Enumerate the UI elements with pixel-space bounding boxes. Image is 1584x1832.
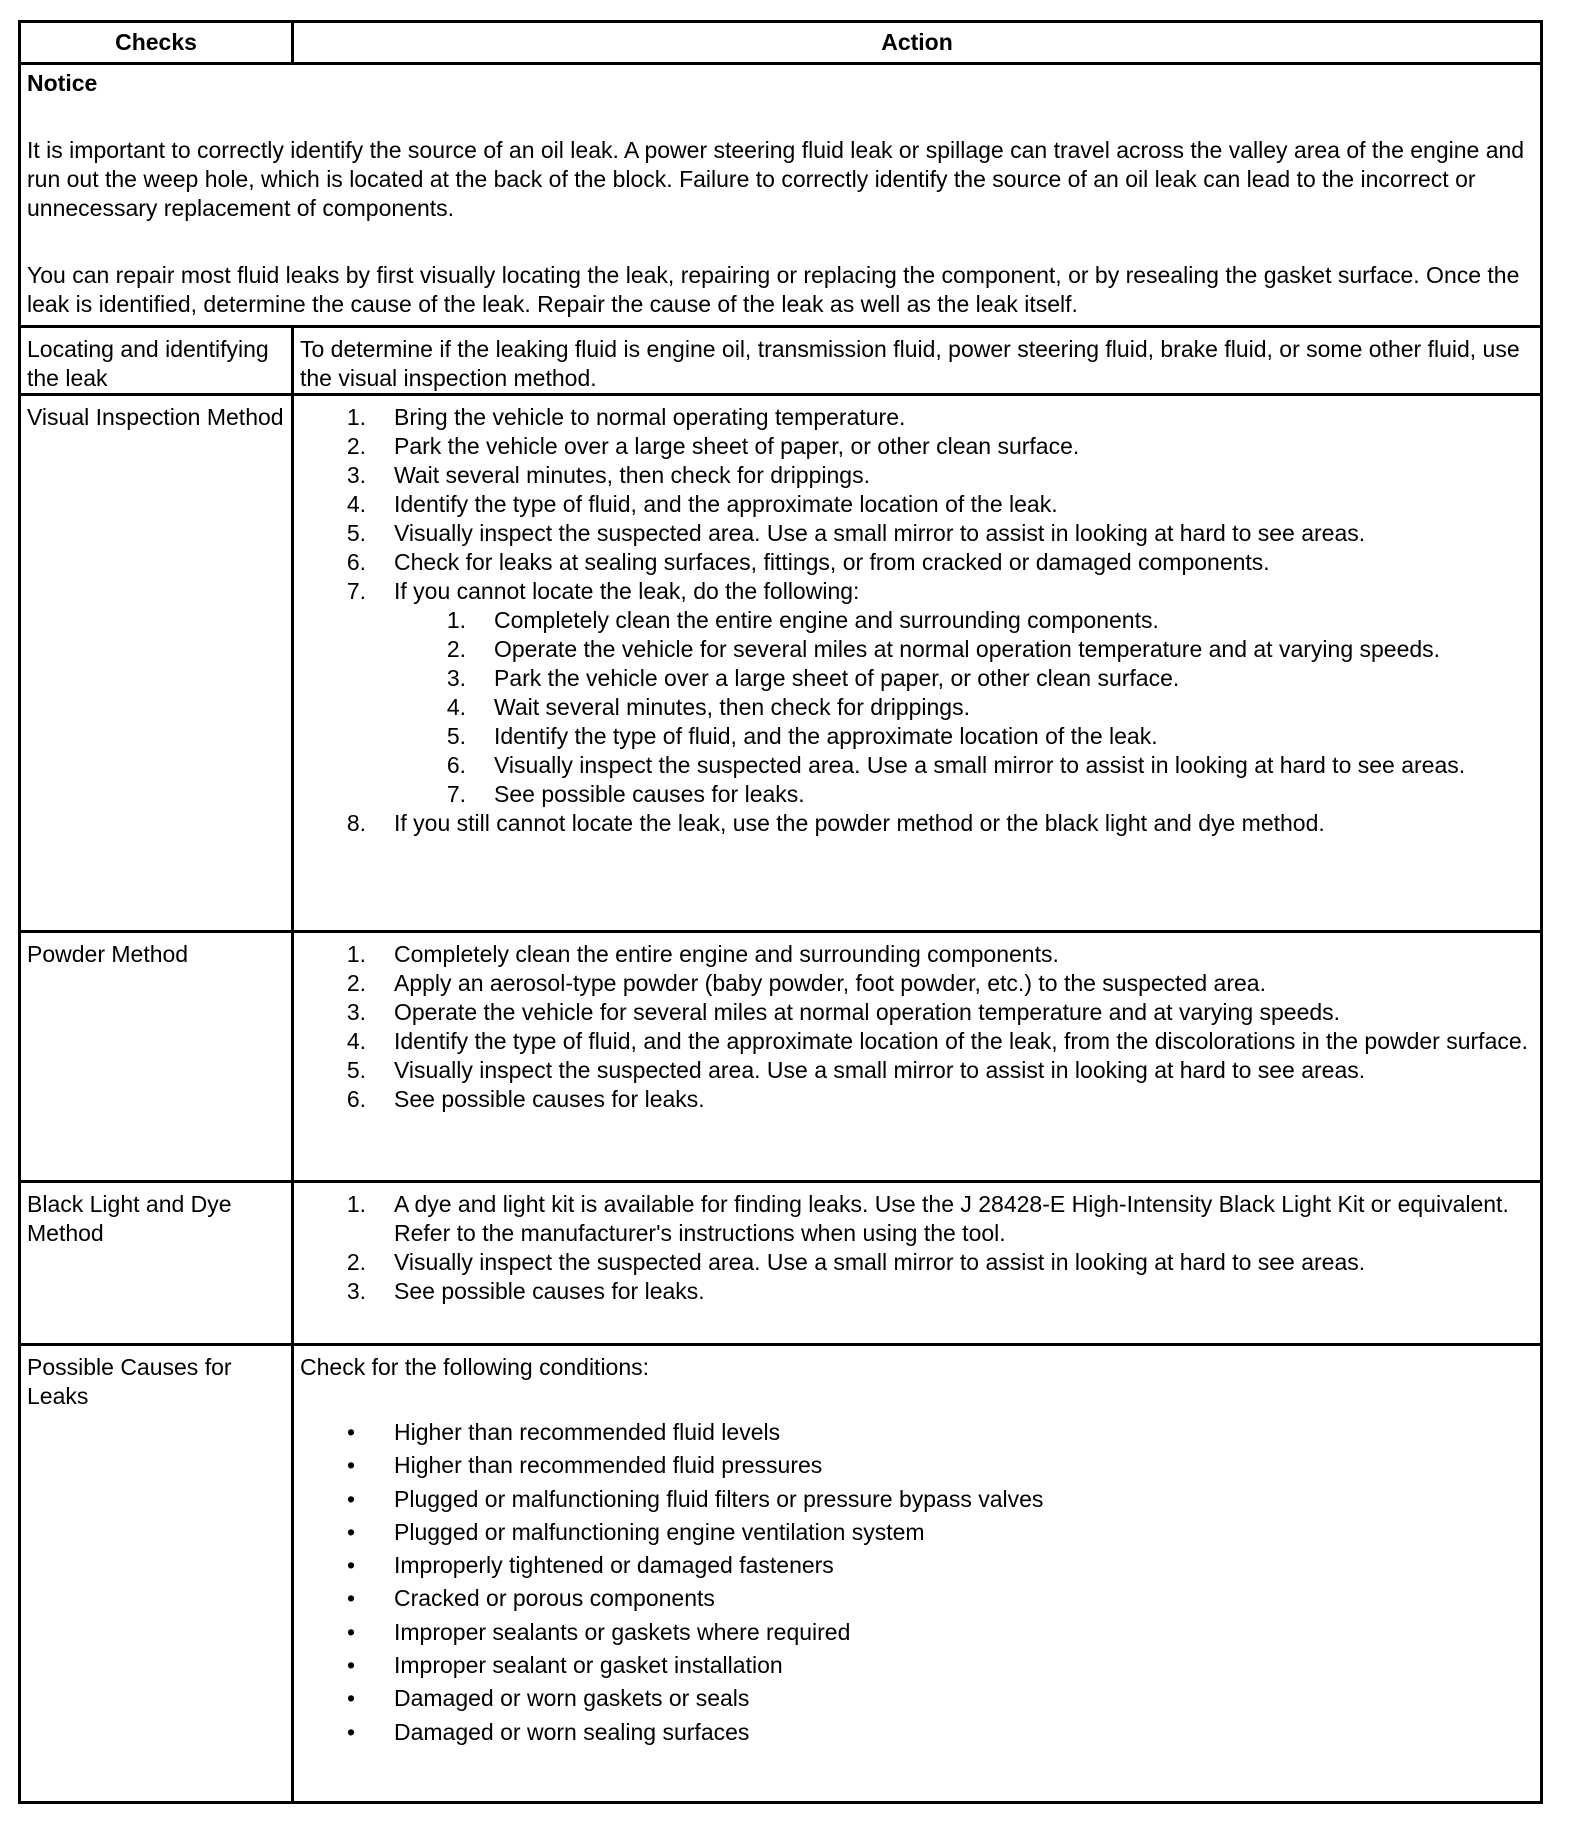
step-number: 5. <box>346 520 366 546</box>
cause-text: Damaged or worn sealing surfaces <box>394 1718 750 1745</box>
substep-number: 2. <box>446 636 466 662</box>
step-text: Check for leaks at sealing surfaces, fittings, or from cracked or damaged components. <box>394 549 1270 575</box>
list-item <box>300 432 1534 461</box>
cause-text: Improper sealants or gaskets where required <box>394 1618 851 1645</box>
list-item <box>300 1451 1534 1484</box>
step-number: 1. <box>346 1191 366 1217</box>
list-item <box>300 1056 1534 1085</box>
notice-paragraph: You can repair most fluid leaks by first visually locating the leak, repairing or replacing the component, or by resealing the gasket surface. Once the leak is identified, determine the cause of the leak. Repair the cause of the leak as well as the leak itself. <box>27 262 1520 317</box>
notice-paragraph: It is important to correctly identify the source of an oil leak. A power steering fluid leak or spillage can travel across the valley area of the engine and run out the weep hole, which is located at the back of the block. Failure to correctly identify the source of an oil leak can lead to the incorrect or unnecessary replacement of components. <box>27 137 1525 221</box>
action-locating: To determine if the leaking fluid is engine oil, transmission fluid, power steering fluid, brake fluid, or some other fluid, use the visual inspection method. <box>293 327 1542 395</box>
step-text: Bring the vehicle to normal operating temperature. <box>394 404 906 430</box>
step-text: Completely clean the entire engine and surrounding components. <box>394 941 1059 967</box>
cause-text: Higher than recommended fluid pressures <box>394 1452 823 1479</box>
step-text: Park the vehicle over a large sheet of paper, or other clean surface. <box>394 433 1080 459</box>
header-action: Action <box>293 22 1542 64</box>
list-item <box>300 693 1534 722</box>
list-item <box>300 1518 1534 1551</box>
step-text: Apply an aerosol-type powder (baby powder, foot powder, etc.) to the suspected area. <box>394 970 1266 996</box>
substep-number: 3. <box>446 665 466 691</box>
check-powder-method: Powder Method <box>20 932 293 1182</box>
step-number: 3. <box>346 462 366 488</box>
step-text: Identify the type of fluid, and the approximate location of the leak, from the discolorations in the powder surface. <box>394 1028 1529 1054</box>
step-number: 2. <box>346 1249 366 1275</box>
cause-text: Improper sealant or gasket installation <box>394 1652 783 1679</box>
cause-text: Higher than recommended fluid levels <box>394 1419 781 1445</box>
step-text: See possible causes for leaks. <box>394 1278 705 1304</box>
check-black-light-method: Black Light and Dye Method <box>20 1182 293 1345</box>
step-number: 2. <box>346 433 366 459</box>
step-number: 7. <box>346 578 366 604</box>
action-black-light-method <box>293 1182 1542 1345</box>
list-item <box>300 635 1534 664</box>
cause-text: Damaged or worn gaskets or seals <box>394 1685 750 1712</box>
step-text: If you cannot locate the leak, do the following: <box>394 578 860 604</box>
list-item <box>300 664 1534 693</box>
substep-number: 4. <box>446 694 466 720</box>
notice-title: Notice <box>27 70 98 96</box>
list-item <box>300 577 1534 606</box>
notice-cell <box>20 64 1542 327</box>
bullet-icon: • <box>347 1618 356 1645</box>
substep-text: Visually inspect the suspected area. Use a small mirror to assist in looking at hard to see areas. <box>494 752 1466 778</box>
step-text: See possible causes for leaks. <box>394 1086 705 1112</box>
list-item <box>300 722 1534 751</box>
check-possible-causes: Possible Causes for Leaks <box>20 1345 293 1803</box>
row-locating <box>20 327 1542 395</box>
step-number: 3. <box>346 999 366 1025</box>
bullet-icon: • <box>347 1652 356 1679</box>
list-item <box>300 1618 1534 1651</box>
list-item <box>300 1418 1534 1451</box>
visual-final-step <box>300 809 1534 838</box>
list-item <box>300 751 1534 780</box>
step-text: Visually inspect the suspected area. Use a small mirror to assist in looking at hard to see areas. <box>394 1249 1366 1275</box>
row-black-light-method <box>20 1182 1542 1345</box>
step-number: 2. <box>346 970 366 996</box>
bullet-icon: • <box>347 1552 356 1579</box>
leak-diagnosis-table <box>18 20 1543 1804</box>
list-item <box>300 461 1534 490</box>
list-item <box>300 1551 1534 1584</box>
notice-row <box>20 64 1542 327</box>
list-item <box>300 940 1534 969</box>
powder-steps-list <box>300 940 1534 1114</box>
list-item <box>300 780 1534 809</box>
visual-substeps-list <box>300 606 1534 809</box>
list-item <box>300 1584 1534 1617</box>
bullet-icon: • <box>347 1419 356 1445</box>
step-number: 1. <box>346 941 366 967</box>
bullet-icon: • <box>347 1452 356 1479</box>
substep-text: Completely clean the entire engine and surrounding components. <box>494 607 1159 633</box>
step-number: 6. <box>346 1086 366 1112</box>
list-item <box>300 1248 1534 1277</box>
list-item <box>300 490 1534 519</box>
step-number: 4. <box>346 1028 366 1054</box>
substep-text: Operate the vehicle for several miles at normal operation temperature and at varying speeds. <box>494 636 1441 662</box>
cause-text: Plugged or malfunctioning fluid filters or pressure bypass valves <box>394 1485 1044 1512</box>
check-visual-inspection: Visual Inspection Method <box>20 395 293 932</box>
causes-intro: Check for the following conditions: <box>300 1354 650 1380</box>
black-light-steps-list <box>300 1190 1534 1306</box>
cause-text: Plugged or malfunctioning engine ventilation system <box>394 1518 925 1545</box>
step-number: 8. <box>346 810 366 836</box>
bullet-icon: • <box>347 1518 356 1545</box>
step-number: 6. <box>346 549 366 575</box>
list-item <box>300 1684 1534 1717</box>
row-powder-method <box>20 932 1542 1182</box>
step-number: 4. <box>346 491 366 517</box>
bullet-icon: • <box>347 1718 356 1745</box>
step-number: 5. <box>346 1057 366 1083</box>
list-item <box>300 1718 1534 1751</box>
step-text: Identify the type of fluid, and the approximate location of the leak. <box>394 491 1058 517</box>
step-text: Wait several minutes, then check for drippings. <box>394 462 870 488</box>
step-text: A dye and light kit is available for finding leaks. Use the J 28428-E High-Intensity Black Light Kit or equivalent. Refer to the manufacturer's instructions when using the tool. <box>394 1191 1509 1246</box>
substep-text: Park the vehicle over a large sheet of paper, or other clean surface. <box>494 665 1180 691</box>
substep-number: 1. <box>446 607 466 633</box>
bullet-icon: • <box>347 1485 356 1512</box>
step-number: 3. <box>346 1278 366 1304</box>
substep-number: 6. <box>446 752 466 778</box>
list-item <box>300 1190 1534 1248</box>
step-text: Operate the vehicle for several miles at normal operation temperature and at varying speeds. <box>394 999 1341 1025</box>
list-item <box>300 998 1534 1027</box>
substep-number: 7. <box>446 781 466 807</box>
substep-text: Wait several minutes, then check for drippings. <box>494 694 970 720</box>
cause-text: Improperly tightened or damaged fasteners <box>394 1552 834 1579</box>
list-item <box>300 1277 1534 1306</box>
row-possible-causes <box>20 1345 1542 1803</box>
causes-list <box>300 1418 1534 1751</box>
step-text: Visually inspect the suspected area. Use a small mirror to assist in looking at hard to see areas. <box>394 520 1366 546</box>
action-visual-inspection <box>293 395 1542 932</box>
header-row <box>20 22 1542 64</box>
header-checks: Checks <box>20 22 293 64</box>
action-possible-causes <box>293 1345 1542 1803</box>
substep-text: See possible causes for leaks. <box>494 781 805 807</box>
list-item <box>300 1485 1534 1518</box>
list-item <box>300 403 1534 432</box>
step-text: Visually inspect the suspected area. Use a small mirror to assist in looking at hard to see areas. <box>394 1057 1366 1083</box>
step-text: If you still cannot locate the leak, use the powder method or the black light and dye method. <box>394 810 1325 836</box>
list-item <box>300 519 1534 548</box>
step-number: 1. <box>346 404 366 430</box>
bullet-icon: • <box>347 1585 356 1612</box>
list-item <box>300 1085 1534 1114</box>
list-item <box>300 548 1534 577</box>
list-item <box>300 1651 1534 1684</box>
list-item <box>300 1027 1534 1056</box>
visual-steps-list <box>300 403 1534 606</box>
list-item <box>300 606 1534 635</box>
list-item <box>300 809 1534 838</box>
row-visual-inspection <box>20 395 1542 932</box>
check-locating: Locating and identifying the leak <box>20 327 293 395</box>
substep-number: 5. <box>446 723 466 749</box>
list-item <box>300 969 1534 998</box>
substep-text: Identify the type of fluid, and the approximate location of the leak. <box>494 723 1158 749</box>
cause-text: Cracked or porous components <box>394 1585 715 1612</box>
action-powder-method <box>293 932 1542 1182</box>
bullet-icon: • <box>347 1685 356 1712</box>
